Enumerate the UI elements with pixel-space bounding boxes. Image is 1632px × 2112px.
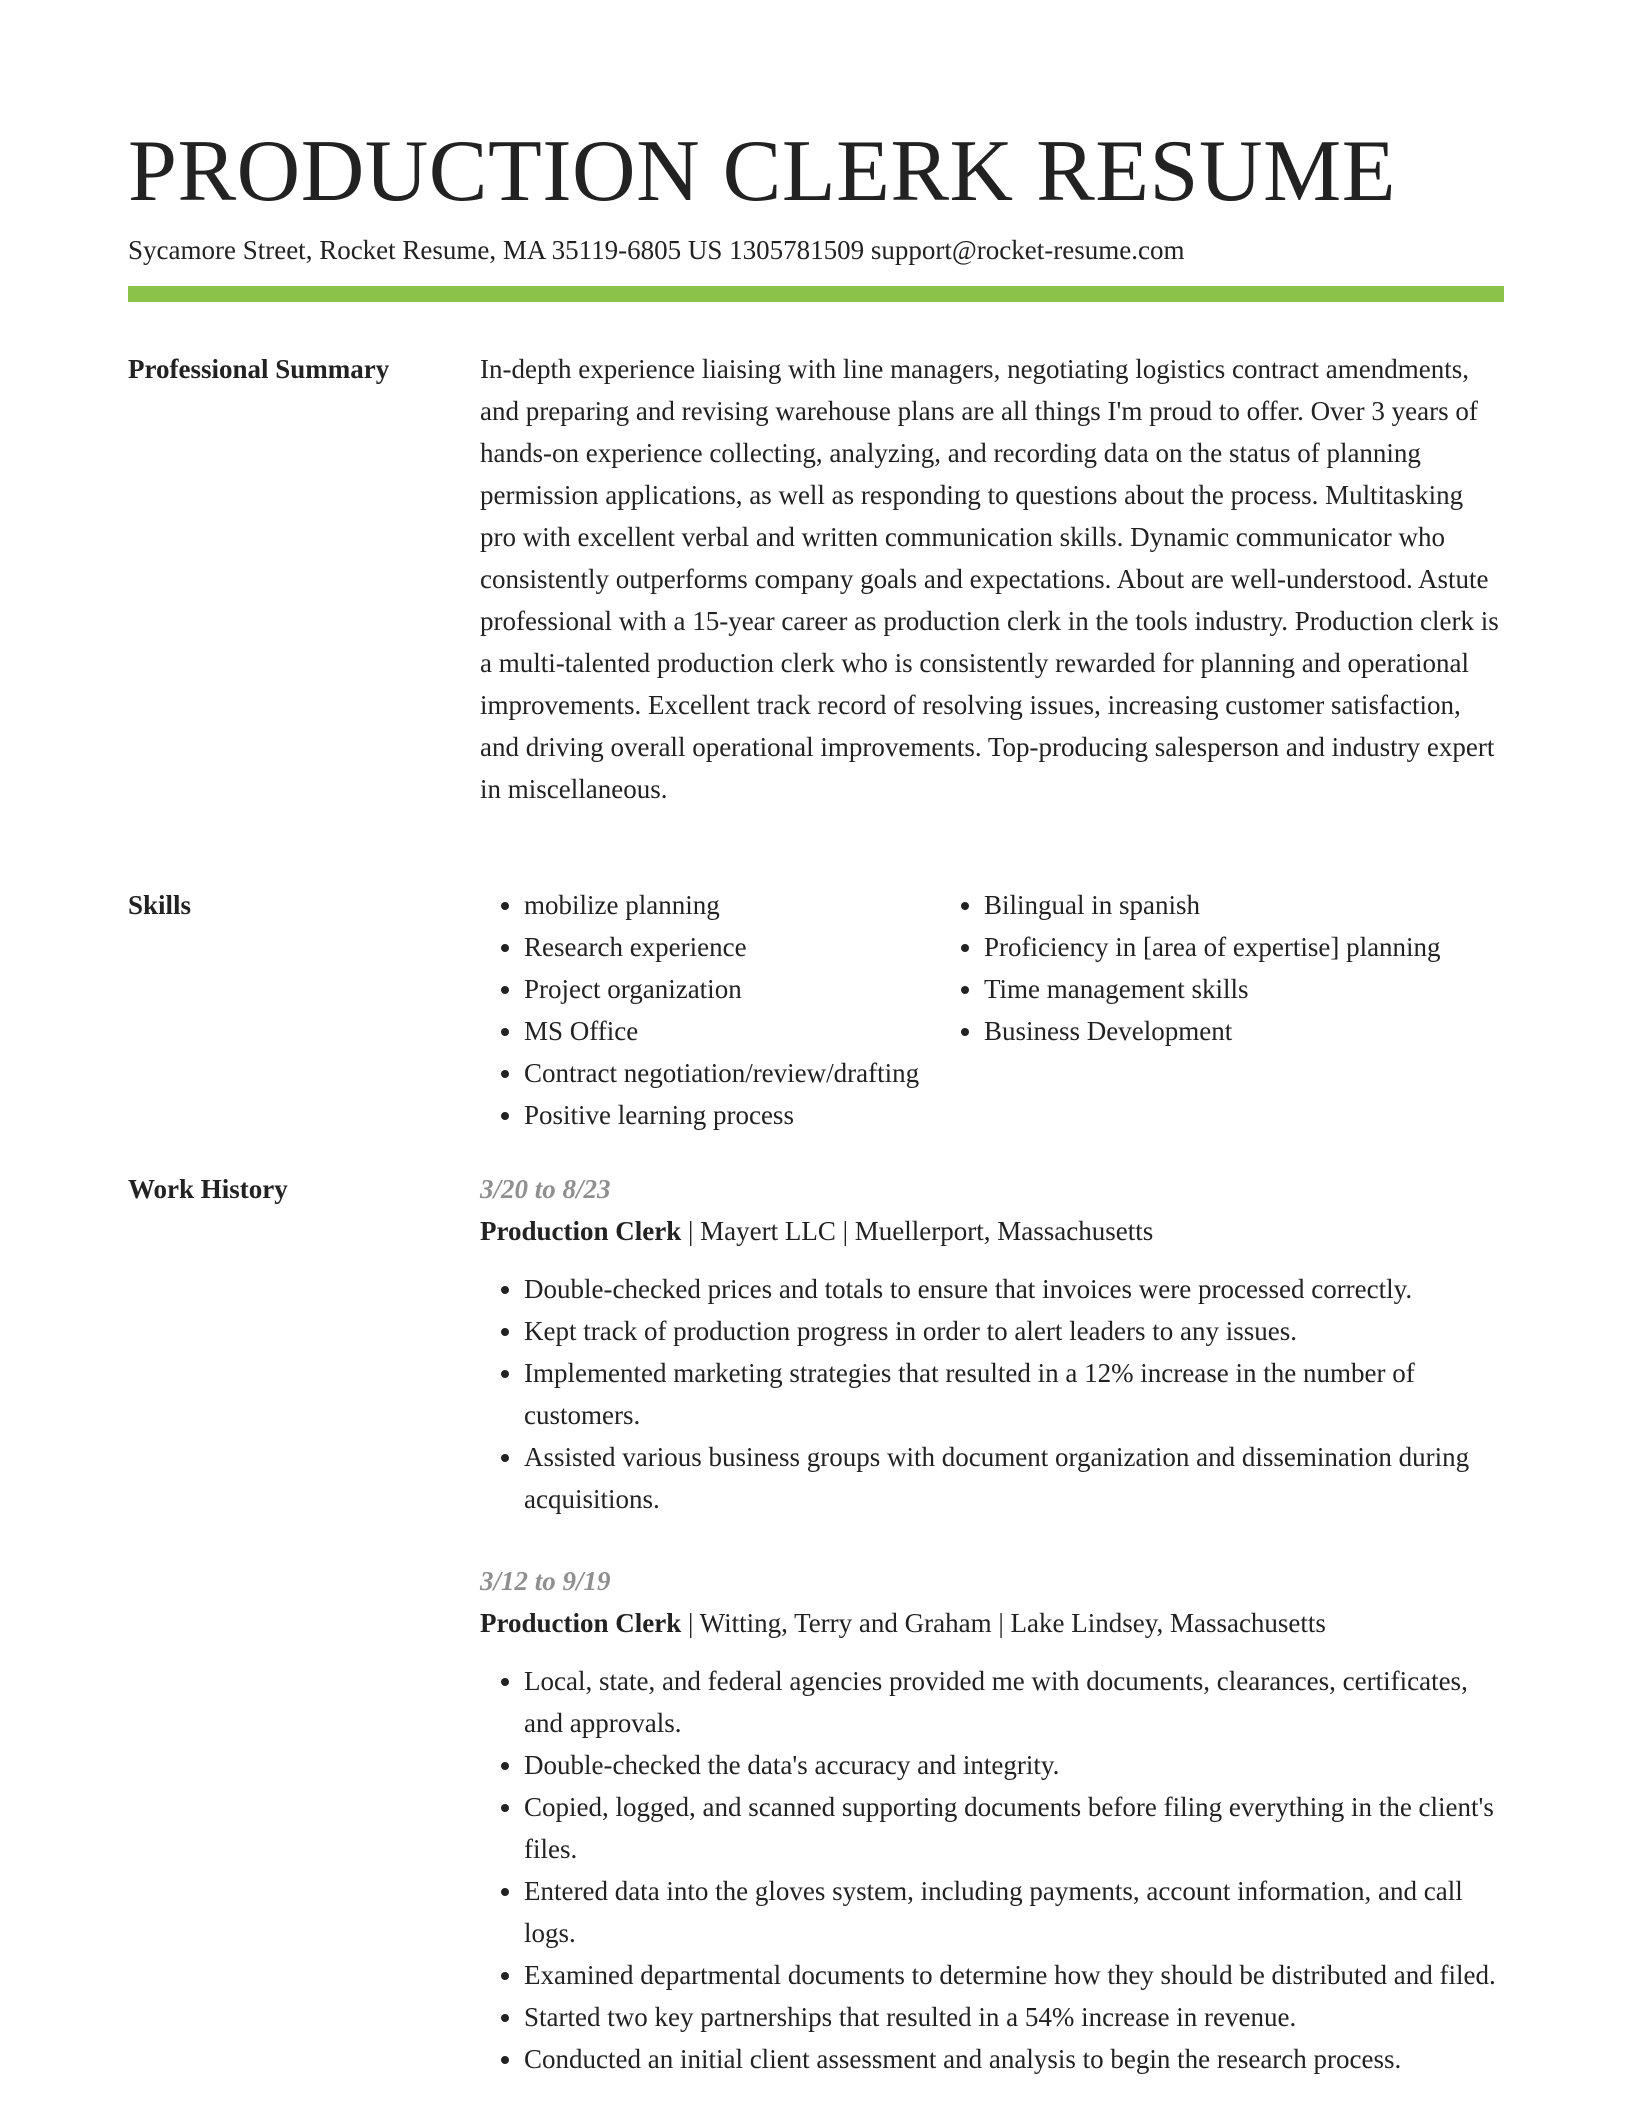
job-entry xyxy=(480,1168,1504,1520)
job-bullet: • Started two key partnerships that resulted in a 54% increase in revenue. xyxy=(524,1996,1504,2038)
summary-text: In-depth experience liaising with line managers, negotiating logistics contract amendments, and preparing and revising warehouse plans are all things I'm proud to offer. Over 3 years of hands-on experience collecting, analyzing, and recording data on the status of planning permission applications, as well as responding to questions about the process. Multitasking pro with excellent verbal and written communication skills. Dynamic communicator who consistently outperforms company goals and expectations. About are well-understood. Astute professional with a 15-year career as production clerk in the tools industry. Production clerk is a multi-talented production clerk who is consistently rewarded for planning and operational improvements. Excellent track record of resolving issues, increasing customer satisfaction, and driving overall operational improvements. Top-producing salesperson and industry expert in miscellaneous. xyxy=(480,354,1499,804)
job-bullet-list xyxy=(480,1660,1504,2080)
job-bullet-list xyxy=(480,1268,1504,1520)
skills-list-right xyxy=(940,884,1504,1136)
summary-body xyxy=(480,348,1504,810)
skill-item: • mobilize planning xyxy=(524,884,940,926)
work-history-body xyxy=(480,1168,1504,2080)
job-bullet: • Copied, logged, and scanned supporting documents before filing everything in the client's files. xyxy=(524,1786,1504,1870)
resume-title: PRODUCTION CLERK RESUME xyxy=(128,123,1397,220)
job-dates: 3/20 to 8/23 xyxy=(480,1174,611,1204)
job-bullet: • Entered data into the gloves system, including payments, account information, and call logs. xyxy=(524,1870,1504,1954)
job-bullet: • Assisted various business groups with document organization and dissemination during acquisitions. xyxy=(524,1436,1504,1520)
skill-item: • Time management skills xyxy=(984,968,1444,1010)
skills-heading: Skills xyxy=(128,890,192,920)
work-history-heading: Work History xyxy=(128,1174,288,1204)
job-title: Production Clerk xyxy=(480,1216,682,1246)
job-dates: 3/12 to 9/19 xyxy=(480,1566,611,1596)
job-heading xyxy=(480,1210,1504,1252)
contact-line: Sycamore Street, Rocket Resume, MA 35119-6805 US 1305781509 support@rocket-resume.com xyxy=(128,235,1185,265)
skill-item: • Contract negotiation/review/drafting xyxy=(524,1052,940,1094)
accent-divider xyxy=(128,286,1504,302)
skill-item: • MS Office xyxy=(524,1010,940,1052)
skills-list-left xyxy=(480,884,940,1136)
skill-item: • Project organization xyxy=(524,968,940,1010)
summary-heading: Professional Summary xyxy=(128,354,390,384)
job-bullet: • Conducted an initial client assessment and analysis to begin the research process. xyxy=(524,2038,1504,2080)
skill-item: • Positive learning process xyxy=(524,1094,940,1136)
skills-body xyxy=(480,884,1504,1136)
job-bullet: • Kept track of production progress in order to alert leaders to any issues. xyxy=(524,1310,1504,1352)
job-entry xyxy=(480,1560,1504,2080)
skill-item: • Bilingual in spanish xyxy=(984,884,1444,926)
job-bullet: • Local, state, and federal agencies provided me with documents, clearances, certificates, and approvals. xyxy=(524,1660,1504,1744)
skill-item: • Proficiency in [area of expertise] planning xyxy=(984,926,1444,968)
job-details: | Mayert LLC | Muellerport, Massachusetts xyxy=(681,1216,1154,1246)
skill-item: • Business Development xyxy=(984,1010,1444,1052)
job-bullet: • Implemented marketing strategies that resulted in a 12% increase in the number of customers. xyxy=(524,1352,1504,1436)
job-bullet: • Double-checked prices and totals to ensure that invoices were processed correctly. xyxy=(524,1268,1504,1310)
job-title: Production Clerk xyxy=(480,1608,682,1638)
skill-item: • Research experience xyxy=(524,926,940,968)
job-heading xyxy=(480,1602,1504,1644)
job-bullet: • Double-checked the data's accuracy and integrity. xyxy=(524,1744,1504,1786)
skills-columns xyxy=(480,884,1504,1136)
job-details: | Witting, Terry and Graham | Lake Lindsey, Massachusetts xyxy=(681,1608,1326,1638)
job-bullet: • Examined departmental documents to determine how they should be distributed and filed. xyxy=(524,1954,1504,1996)
